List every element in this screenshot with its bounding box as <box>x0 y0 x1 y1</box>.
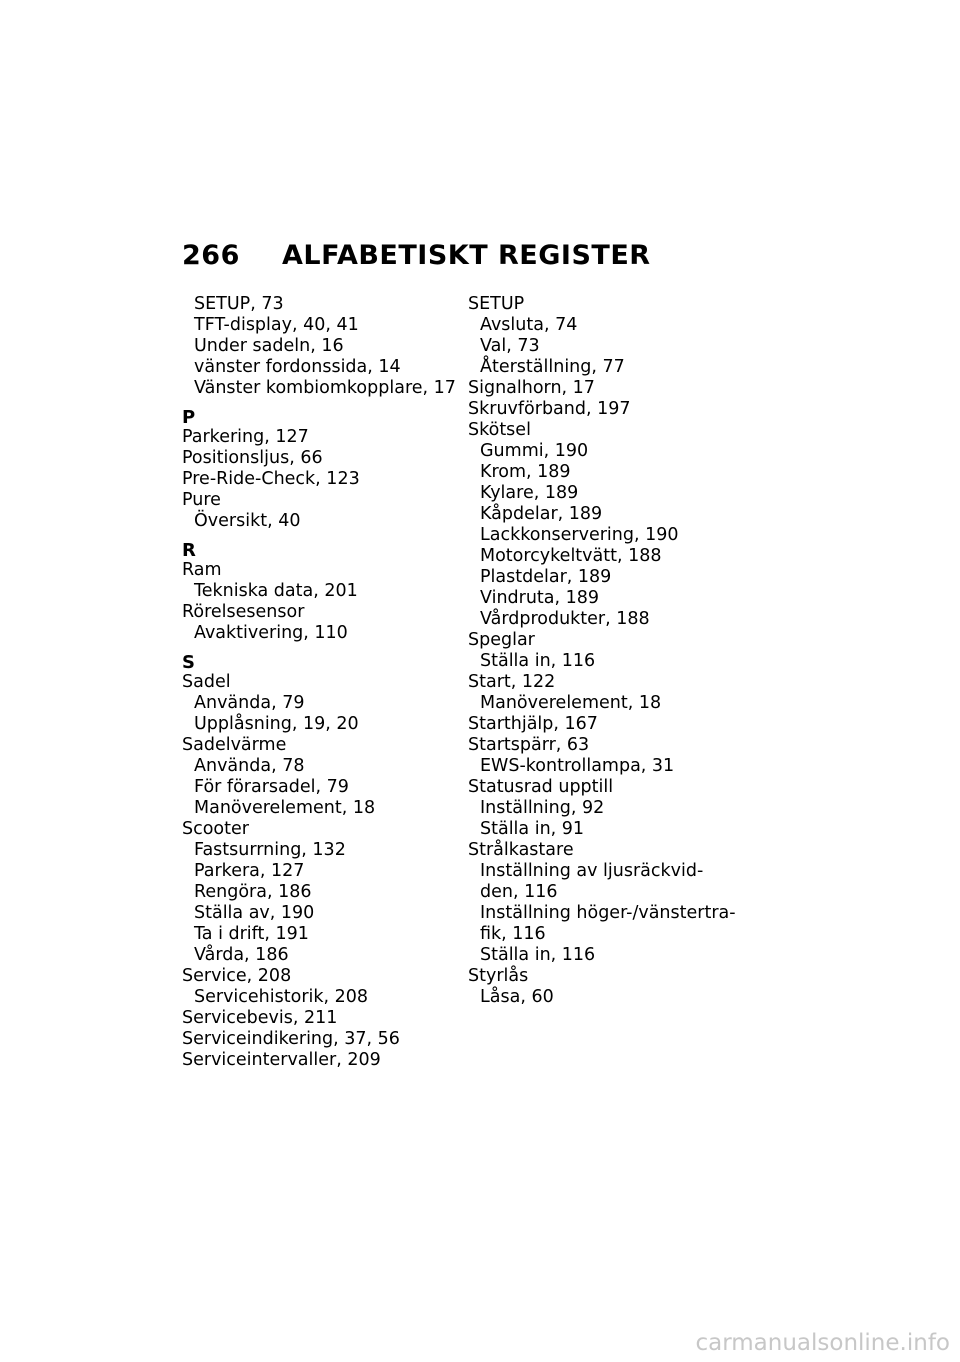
index-entry: Styrlås <box>468 966 529 986</box>
index-subentry: Ställa in, 116 <box>480 945 596 965</box>
index-subentry: fik, 116 <box>480 924 546 944</box>
index-entry: Serviceindikering, 37, 56 <box>182 1029 400 1049</box>
index-subentry: Ta i drift, 191 <box>194 924 309 944</box>
index-entry: Serviceintervaller, 209 <box>182 1050 381 1070</box>
index-subentry: Ställa av, 190 <box>194 903 315 923</box>
index-entry: Scooter <box>182 819 249 839</box>
index-entry: Startspärr, 63 <box>468 735 590 755</box>
index-subentry: Ställa in, 91 <box>480 819 585 839</box>
index-subentry: Inställning, 92 <box>480 798 605 818</box>
index-subentry: Rengöra, 186 <box>194 882 312 902</box>
index-letter-heading: R <box>182 540 196 561</box>
index-entry: Statusrad upptill <box>468 777 614 797</box>
index-subentry: vänster fordonssida, 14 <box>194 357 401 377</box>
index-subentry: Fastsurrning, 132 <box>194 840 346 860</box>
index-subentry: Manöverelement, 18 <box>480 693 662 713</box>
index-entry: Pure <box>182 490 221 510</box>
index-subentry: Låsa, 60 <box>480 987 554 1007</box>
index-subentry: Motorcykeltvätt, 188 <box>480 546 662 566</box>
page-number: 266 <box>182 240 240 271</box>
index-letter-heading: P <box>182 407 196 428</box>
index-subentry: Servicehistorik, 208 <box>194 987 369 1007</box>
index-entry: Servicebevis, 211 <box>182 1008 338 1028</box>
index-entry: Ram <box>182 560 222 580</box>
index-entry: Sadel <box>182 672 231 692</box>
index-subentry: SETUP, 73 <box>194 294 284 314</box>
index-subentry: Återställning, 77 <box>480 357 625 377</box>
index-subentry: Översikt, 40 <box>194 511 301 531</box>
index-entry: Service, 208 <box>182 966 292 986</box>
index-entry: Sadelvärme <box>182 735 287 755</box>
index-entry: Positionsljus, 66 <box>182 448 323 468</box>
index-entry: SETUP <box>468 294 525 314</box>
index-subentry: Inställning höger-/vänstertra- <box>480 903 736 923</box>
index-subentry: Använda, 79 <box>194 693 305 713</box>
index-entry: Start, 122 <box>468 672 556 692</box>
index-entry: Pre-Ride-Check, 123 <box>182 469 360 489</box>
index-subentry: Vindruta, 189 <box>480 588 600 608</box>
index-subentry: Tekniska data, 201 <box>194 581 358 601</box>
index-subentry: Inställning av ljusräckvid- <box>480 861 704 881</box>
index-subentry: TFT-display, 40, 41 <box>194 315 359 335</box>
index-subentry: Val, 73 <box>480 336 540 356</box>
index-subentry: Under sadeln, 16 <box>194 336 344 356</box>
page-header <box>182 240 651 271</box>
index-subentry: Vårda, 186 <box>194 945 289 965</box>
index-subentry: Avaktivering, 110 <box>194 623 348 643</box>
watermark: carmanualsonline.info <box>695 1330 950 1356</box>
index-subentry: Avsluta, 74 <box>480 315 578 335</box>
index-subentry: Manöverelement, 18 <box>194 798 376 818</box>
index-entry: Signalhorn, 17 <box>468 378 595 398</box>
page-title: ALFABETISKT REGISTER <box>282 240 651 271</box>
index-subentry: Kylare, 189 <box>480 483 579 503</box>
index-entry: Strålkastare <box>468 840 574 860</box>
index-entry: Skruvförband, 197 <box>468 399 631 419</box>
index-subentry: Parkera, 127 <box>194 861 305 881</box>
index-entry: Rörelsesensor <box>182 602 305 622</box>
index-subentry: Ställa in, 116 <box>480 651 596 671</box>
index-column-left <box>182 294 454 1071</box>
index-entry: Parkering, 127 <box>182 427 309 447</box>
index-subentry: Vårdprodukter, 188 <box>480 609 650 629</box>
index-subentry: den, 116 <box>480 882 558 902</box>
index-subentry: Lackkonservering, 190 <box>480 525 679 545</box>
index-subentry: Plastdelar, 189 <box>480 567 612 587</box>
index-letter-heading: S <box>182 652 195 673</box>
index-entry: Starthjälp, 167 <box>468 714 598 734</box>
index-entry: Speglar <box>468 630 535 650</box>
index-subentry: Kåpdelar, 189 <box>480 504 603 524</box>
index-subentry: Använda, 78 <box>194 756 305 776</box>
index-subentry: Upplåsning, 19, 20 <box>194 714 359 734</box>
index-subentry: Vänster kombiomkopplare, 17 <box>194 378 456 398</box>
index-column-right <box>468 294 768 1008</box>
index-entry: Skötsel <box>468 420 531 440</box>
index-subentry: EWS-kontrollampa, 31 <box>480 756 675 776</box>
index-subentry: För förarsadel, 79 <box>194 777 349 797</box>
index-subentry: Krom, 189 <box>480 462 571 482</box>
index-subentry: Gummi, 190 <box>480 441 589 461</box>
